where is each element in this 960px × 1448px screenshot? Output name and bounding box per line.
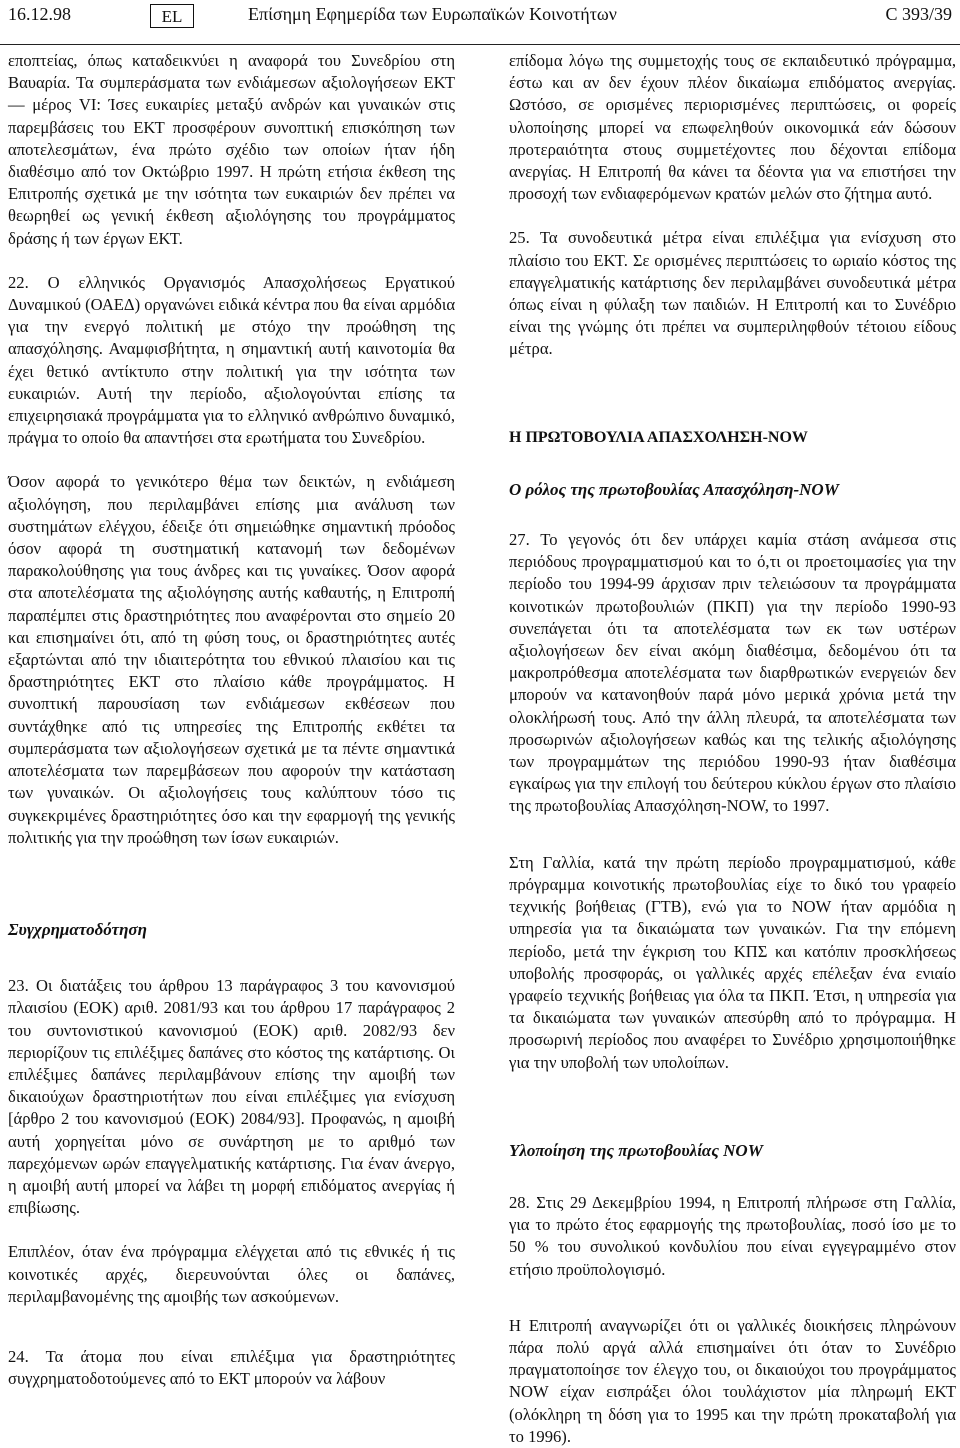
paragraph-23: 23. Οι διατάξεις του άρθρου 13 παράγραφος 3 του κανονισμού πλαισίου (ΕΟΚ) αριθ. 2081/93 και του άρθρου 17 παράγραφος 2 του συντονιστικού κανονισμού (ΕΟΚ) αριθ. 2082/93 δεν περιορίζουν τις επιλέξιμες δαπάνες στο κόστος της κατάρτισης. Οι επιλέξιμες δαπάνες περιλαμβάνουν επίσης την αμοιβή των δικαιούχων δραστηριοτήτων που είναι επιλέξιμες για ενίσχυση [άρθρο 2 του κανονισμού (ΕΟΚ) 2084/93]. Προφανώς, η αμοιβή αυτή χορηγείται μόνο σε συνάρτηση με το αριθμό των παρεχόμενων ωρών επαγγελματικής κατάρτισης. Για έναν άνεργο, η αμοιβή αυτή μπορεί να λάβει τη μορφή επιδόματος ανεργίας ή επιβίωσης. xyxy=(8,976,455,1218)
subheading-now-implementation: Υλοποίηση της πρωτοβουλίας NOW xyxy=(509,1140,763,1160)
section-heading-cofinancing: Συγχρηματοδότηση xyxy=(8,919,147,939)
language-code: EL xyxy=(150,4,194,28)
journal-title: Επίσημη Εφημερίδα των Ευρωπαϊκών Κοινοτήτων xyxy=(248,4,617,24)
section-heading-now: Η ΠΡΩΤΟΒΟΥΛΙΑ ΑΠΑΣΧΟΛΗΣΗ-NOW xyxy=(509,428,808,446)
paragraph-28: 28. Στις 29 Δεκεμβρίου 1994, η Επιτροπή πλήρωσε στη Γαλλία, για το πρώτο έτος εφαρμογής της πρωτοβουλίας, ποσό ίσο με το 50 % του συνολικού κονδυλίου που είναι εγγεγραμμένο στον ετήσιο προϋπολογισμό. xyxy=(509,1192,956,1279)
issue-date: 16.12.98 xyxy=(8,4,71,24)
paragraph-payments: Η Επιτροπή αναγνωρίζει ότι οι γαλλικές διοικήσεις πληρώνουν πάρα πολύ αργά αλλά επισημαίνει ότι όταν το Συνέδριο πραγματοποίησε τον έλεγχο του, οι δικαιούχοι του προγράμματος NOW είχαν εισπράξει όλοι τουλάχιστον μία πληρωμή ΕΚΤ (ολόκληρη τη δόση για το 1995 και την πρώτη προκαταβολή για το 1996). xyxy=(509,1315,956,1446)
paragraph-27: 27. Το γεγονός ότι δεν υπάρχει καμία στάση ανάμεσα στις περιόδους προγραμματισμού και το ό,τι οι προετοιμασίες για την περίοδο του 1994-99 άρχισαν πριν τελειώσουν τα προγράμματα κοινοτικών πρωτοβουλιών (ΠΚΠ) για την περίοδο 1990-93 συνεπάγεται ότι τα αποτελέσματα των εκ των υστέρων αξιολογήσεων δεν είναι ακόμη διαθέσιμα, δεδομένου ότι τα μακροπρόθεσμα αποτελέσματα των διαρθρωτικών ενεργειών δεν μπορούν να κατανοηθούν παρά μόνο μερικά χρόνια μετά την ολοκλήρωσή τους. Από την άλλη πλευρά, τα αποτελέσματα των προσωρινών αξιολογήσεων καθώς και της τελικής αξιολόγησης των προγραμμάτων της περιόδου 1990-93 ήταν διαθέσιμα εγκαίρως για την επιλογή του δεύτερου κύκλου έργων στο πλαίσιο της πρωτοβουλίας Απασχόληση-NOW, το 1997. xyxy=(509,530,956,816)
paragraph-france: Στη Γαλλία, κατά την πρώτη περίοδο προγραμματισμού, κάθε πρόγραμμα κοινοτικής πρωτοβουλίας είχε το δικό του γραφείο τεχνικής βοήθειας (ΓΤΒ), ενώ για το NOW ήταν αρμόδια η υπηρεσία για τα δικαιώματα των γυναικών. Για την επόμενη περίοδο, μετά την έγκριση του ΚΠΣ και κατόπιν προσκλήσεως υποβολής προσφοράς, οι γαλλικές αρχές επέλεξαν ένα ενιαίο γραφείο τεχνικής βοήθειας για όλα τα ΠΚΠ. Έτσι, η υπηρεσία για τα δικαιώματα των γυναικών απεσύρθη από το πρόγραμμα. Η προσωρινή περίοδος που αναφέρει το Συνέδριο χρησιμοποιήθηκε για την υποβολή των υπολοίπων. xyxy=(509,852,956,1072)
page-header xyxy=(0,0,960,45)
paragraph-inspection: Επιπλέον, όταν ένα πρόγραμμα ελέγχεται από τις εθνικές ή τις κοινοτικές αρχές, διερευνούνται όλες οι δαπάνες, περιλαμβανομένης της αμοιβής των ασκούμενων. xyxy=(8,1242,455,1306)
paragraph-25: 25. Τα συνοδευτικά μέτρα είναι επιλέξιμα για ενίσχυση στο πλαίσιο του ΕΚΤ. Σε ορισμένες περιπτώσεις το ωριαίο κόστος της επαγγελματικής κατάρτισης δεν περιλαμβάνει συνοδευτικά μέτρα όπως είναι η φύλαξη των παιδιών. Η Επιτροπή και το Συνέδριο είναι της γνώμης ότι πρέπει να συμπεριληφθούν τέτοιου είδους μέτρα. xyxy=(509,228,956,359)
paragraph-24: 24. Τα άτομα που είναι επιλέξιμα για δραστηριότητες συγχρηματοδοτούμενες από το ΕΚΤ μπορούν να λάβουν xyxy=(8,1346,455,1389)
paragraph-indicators: Όσον αφορά το γενικότερο θέμα των δεικτών, η ενδιάμεση αξιολόγηση, που περιλαμβάνει επίσης μια ανάλυση των συστημάτων ελέγχου, έδειξε ότι σημειώθηκε σημαντική πρόοδος όσον αφορά τη συστηματική κατανομή των δεδομένων παρακολούθησης για τους άνδρες και τις γυναίκες. Όσον αφορά στα αποτελέσματα της αξιολόγησης αυτής καθαυτής, η Επιτροπή παραπέμπει στις δραστηριότητες που αναφέρονται στο σημείο 20 και επισημαίνει ότι, από τη φύση τους, οι δραστηριότητες αυτές εξαρτώνται από την ιδιαιτερότητα του εθνικού πλαισίου και τις δραστηριότητες ΕΚΤ στο πλαίσιο κάθε προγράμματος. Η συνοπτική παρουσίαση των ενδιάμεσων εκθέσεων που συντάχθηκε από τις υπηρεσίες της Επιτροπής εκθέτει τα συμπεράσματα των αξιολογήσεων σχετικά με τα πέντε σημαντικά αποτελέσματα των παρεμβάσεων που αφορούν την κατάσταση των γυναικών. Οι αξιολογήσεις τους καλύπτουν τόσο τις συγκεκριμένες δραστηριότητες όσο και την εφαρμογή της γενικής πολιτικής για την προώθηση των ίσων ευκαιριών. xyxy=(8,472,455,847)
paragraph-continuation-right: επίδομα λόγω της συμμετοχής τους σε εκπαιδευτικό πρόγραμμα, έστω και αν δεν έχουν πλέον δικαίωμα επιδόματος ανεργίας. Ωστόσο, σε ορισμένες περιορισμένες περιπτώσεις, οι φορείς υλοποίησης μπορεί να επωφεληθούν οικονομικά εάν δώσουν προτεραιότητα στους συμμετέχοντες που δέχονται επίδομα ανεργίας. Η Επιτροπή θα κάνει τα δέοντα για να επιστήσει την προσοχή των ενδιαφερόμενων κρατών μελών στο ζήτημα αυτό. xyxy=(509,51,956,204)
page-reference: C 393/39 xyxy=(885,4,952,24)
paragraph-continuation: εποπτείας, όπως καταδεικνύει η αναφορά του Συνεδρίου στη Βαυαρία. Τα συμπεράσματα των ενδιάμεσων αξιολογήσεων ΕΚΤ — μέρος VI: Ίσες ευκαιρίες μεταξύ ανδρών και γυναικών στις παρεμβάσεις του ΕΚΤ προσφέρουν συνοπτική επισκόπηση των αποτελεσμάτων, ένα πρώτο σχέδιο των οποίων ήταν ήδη διαθέσιμο από τον Οκτώβριο 1997. Η πρώτη ετήσια έκθεση της Επιτροπής σχετικά με την ισότητα των ευκαιριών δεν πρέπει να θεωρηθεί ως γενική έκθεση αξιολόγησης του προγράμματος δράσης ή των έργων ΕΚΤ. xyxy=(8,51,455,248)
paragraph-22: 22. Ο ελληνικός Οργανισμός Απασχολήσεως Εργατικού Δυναμικού (ΟΑΕΔ) οργανώνει ειδικά κέντρα που θα είναι αρμόδια για την ενεργό πολιτική με στόχο την προώθηση της απασχόλησης. Αναμφισβήτητα, η σημαντική αυτή καινοτομία θα έχει θετικό αντίκτυπο στην πολιτική για την ισότητα των ευκαιριών. Αυτή την περίοδο, αξιολογούνται επίσης τα επιχειρησιακά προγράμματα για το ελληνικό ανθρώπινο δυναμικό, πράγμα το οποίο θα απαντήσει στα ερωτήματα του Συνεδρίου. xyxy=(8,272,456,448)
right-column xyxy=(509,50,956,1448)
subheading-now-role: Ο ρόλος της πρωτοβουλίας Απασχόληση-NOW xyxy=(509,479,839,499)
left-column xyxy=(8,50,455,1390)
